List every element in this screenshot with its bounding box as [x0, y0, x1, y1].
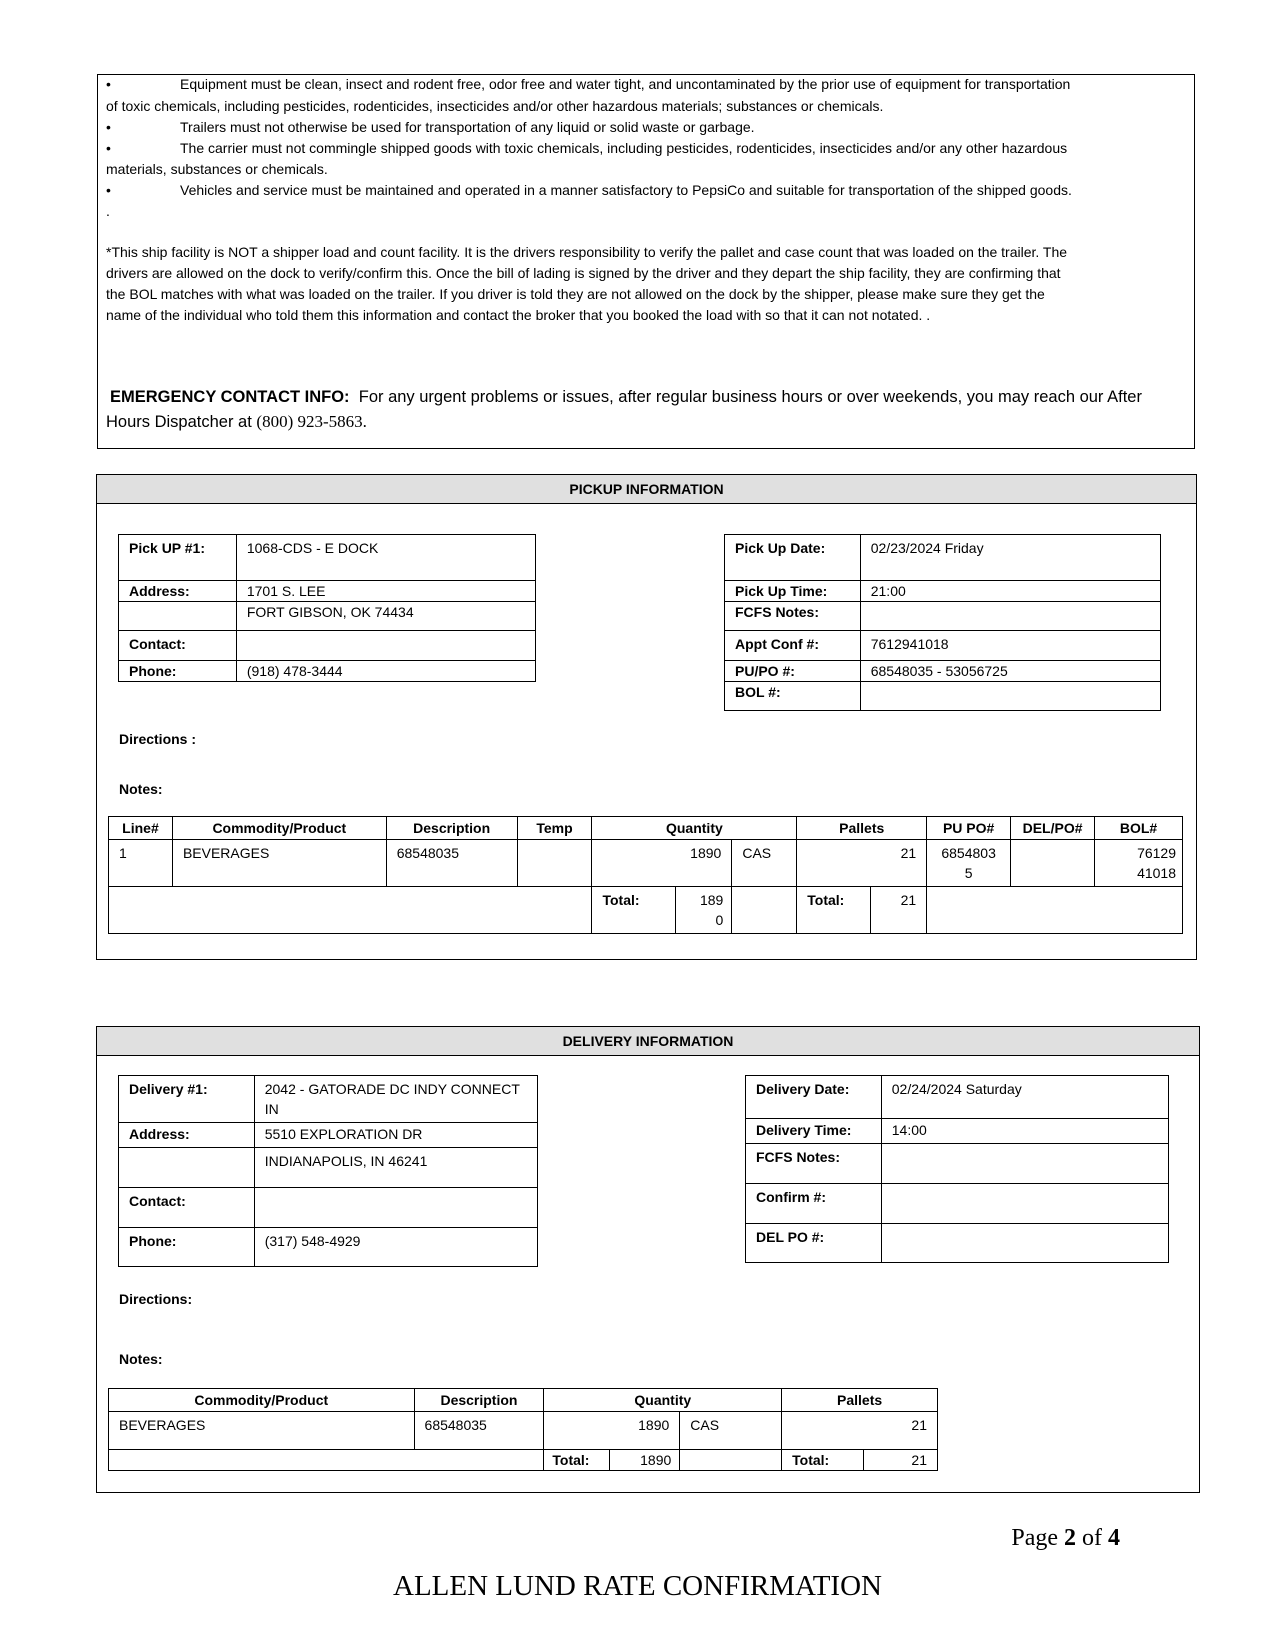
pickup-contact-value [236, 631, 535, 661]
col-description: Description [386, 817, 517, 840]
cell-pallets: 21 [797, 840, 927, 887]
facility-note-line2: drivers are allowed on the dock to verify/confirm this. Once the bill of lading is signed by the driver and they depart the ship facility, they are confirming that [106, 265, 1061, 281]
cell-pu-po: 6854803 5 [927, 840, 1011, 887]
pickup-appt-label: Appt Conf #: [725, 631, 861, 661]
delivery-number-label: Delivery #1: [119, 1076, 255, 1123]
cell-unit: CAS [732, 840, 797, 887]
delivery-section [96, 1026, 1200, 1493]
pallet-total-label: Total: [782, 1450, 864, 1471]
col-del-po: DEL/PO# [1011, 817, 1095, 840]
totals-row [109, 887, 1183, 934]
pickup-time-value: 21:00 [860, 581, 1160, 602]
col-temp: Temp [517, 817, 592, 840]
delivery-fcfs-value [881, 1144, 1168, 1184]
qty-total-label: Total: [592, 887, 676, 934]
emergency-line2: Hours Dispatcher at (800) 923-5863. [106, 412, 367, 431]
col-description: Description [414, 1389, 544, 1412]
col-bol: BOL# [1095, 817, 1183, 840]
pickup-phone-value: (918) 478-3444 [236, 661, 535, 682]
pickup-number-label: Pick UP #1: [119, 535, 237, 581]
cell-line: 1 [109, 840, 173, 887]
qty-total-value: 189 0 [676, 887, 732, 934]
cell-quantity: 1890 [544, 1412, 680, 1450]
col-quantity: Quantity [592, 817, 797, 840]
delivery-confirm-label: Confirm #: [746, 1184, 882, 1224]
delivery-po-value [881, 1224, 1168, 1263]
table-row [109, 840, 1183, 887]
pickup-contact-label: Contact: [119, 631, 237, 661]
cell-pallets: 21 [782, 1412, 938, 1450]
cell-unit: CAS [680, 1412, 782, 1450]
delivery-time-label: Delivery Time: [746, 1119, 882, 1144]
bullet-vehicles: • Vehicles and service must be maintained and operated in a manner satisfactory to PepsiCo and suitable for transportation of the shipped goods. [106, 182, 1072, 198]
pickup-po-value: 68548035 - 53056725 [860, 661, 1160, 682]
facility-note-line1: *This ship facility is NOT a shipper load and count facility. It is the drivers responsibility to verify the pallet and case count that was loaded on the trailer. The [106, 244, 1068, 260]
bullet-commingle-cont: materials, substances or chemicals. [106, 161, 328, 177]
cell-commodity: BEVERAGES [109, 1412, 415, 1450]
delivery-confirm-value [881, 1184, 1168, 1224]
pickup-notes-label: Notes: [119, 781, 163, 797]
totals-row [109, 1450, 938, 1471]
table-row [109, 1412, 938, 1450]
facility-note-line3: the BOL matches with what was loaded on the trailer. If you driver is told they are not allowed on the dock by the shipper, please make sure they get the [106, 286, 1045, 302]
delivery-fcfs-label: FCFS Notes: [746, 1144, 882, 1184]
delivery-date-label: Delivery Date: [746, 1076, 882, 1119]
delivery-notes-label: Notes: [119, 1351, 163, 1367]
emergency-line1: EMERGENCY CONTACT INFO: For any urgent problems or issues, after regular business hours or over weekends, you may reach our After [110, 388, 1142, 406]
delivery-address-line2: INDIANAPOLIS, IN 46241 [254, 1148, 537, 1188]
delivery-phone-label: Phone: [119, 1228, 255, 1267]
delivery-header: DELIVERY INFORMATION [97, 1027, 1199, 1056]
delivery-date-value: 02/24/2024 Saturday [881, 1076, 1168, 1119]
delivery-contact-value [254, 1188, 537, 1228]
pickup-number-value: 1068-CDS - E DOCK [236, 535, 535, 581]
qty-total-value: 1890 [610, 1450, 680, 1471]
pickup-schedule-table [724, 534, 1161, 711]
bullet-equipment-cont: of toxic chemicals, including pesticides, rodenticides, insecticides and/or other hazardous materials; substances or chemicals. [106, 98, 884, 114]
pickup-address-line2: FORT GIBSON, OK 74434 [236, 602, 535, 631]
facility-note-line4: name of the individual who told them this information and contact the broker that you booked the load with so that it can not notated. . [106, 307, 931, 323]
delivery-location-table [118, 1075, 538, 1267]
pickup-po-label: PU/PO #: [725, 661, 861, 682]
pallet-total-value: 21 [871, 887, 927, 934]
pickup-bol-value [860, 682, 1160, 711]
cell-description: 68548035 [386, 840, 517, 887]
col-pu-po: PU PO# [927, 817, 1011, 840]
delivery-address-label: Address: [119, 1123, 255, 1148]
col-pallets: Pallets [782, 1389, 938, 1412]
pallet-total-label: Total: [797, 887, 871, 934]
delivery-po-label: DEL PO #: [746, 1224, 882, 1263]
emergency-label: EMERGENCY CONTACT INFO: [110, 388, 350, 406]
page-number: Page 2 of 4 [1011, 1525, 1120, 1551]
pickup-section [96, 474, 1197, 960]
cell-description: 68548035 [414, 1412, 544, 1450]
pickup-address-label: Address: [119, 581, 237, 602]
pickup-date-value: 02/23/2024 Friday [860, 535, 1160, 581]
col-line: Line# [109, 817, 173, 840]
col-pallets: Pallets [797, 817, 927, 840]
cell-commodity: BEVERAGES [172, 840, 386, 887]
pickup-location-table [118, 534, 536, 682]
cell-quantity: 1890 [592, 840, 732, 887]
col-commodity: Commodity/Product [109, 1389, 415, 1412]
delivery-address-line1: 5510 EXPLORATION DR [254, 1123, 537, 1148]
terms-box [97, 74, 1195, 449]
col-quantity: Quantity [544, 1389, 782, 1412]
col-commodity: Commodity/Product [172, 817, 386, 840]
delivery-directions-label: Directions: [119, 1291, 193, 1307]
delivery-phone-value: (317) 548-4929 [254, 1228, 537, 1267]
bullet-commingle: • The carrier must not commingle shipped goods with toxic chemicals, including pesticides, rodenticides, insecticides and/or any other hazardous [106, 140, 1068, 156]
delivery-time-value: 14:00 [881, 1119, 1168, 1144]
pickup-directions-label: Directions : [119, 731, 197, 747]
pickup-bol-label: BOL #: [725, 682, 861, 711]
pickup-phone-label: Phone: [119, 661, 237, 682]
qty-total-label: Total: [544, 1450, 610, 1471]
pickup-header: PICKUP INFORMATION [97, 475, 1196, 504]
pallet-total-value: 21 [864, 1450, 938, 1471]
pickup-date-label: Pick Up Date: [725, 535, 861, 581]
pickup-fcfs-value [860, 602, 1160, 631]
emergency-phone: (800) 923-5863 [256, 412, 363, 431]
document-title: ALLEN LUND RATE CONFIRMATION [393, 1570, 882, 1602]
pickup-items-table [108, 816, 1183, 934]
cell-del-po [1011, 840, 1095, 887]
pickup-fcfs-label: FCFS Notes: [725, 602, 861, 631]
pickup-appt-value: 7612941018 [860, 631, 1160, 661]
bullet-trailers: • Trailers must not otherwise be used for transportation of any liquid or solid waste or garbage. [106, 119, 755, 135]
delivery-number-value: 2042 - GATORADE DC INDY CONNECT IN [254, 1076, 537, 1123]
delivery-contact-label: Contact: [119, 1188, 255, 1228]
cell-temp [517, 840, 592, 887]
delivery-items-table [108, 1388, 938, 1471]
cell-bol: 76129 41018 [1095, 840, 1183, 887]
pickup-address-line1: 1701 S. LEE [236, 581, 535, 602]
bullet-equipment: • Equipment must be clean, insect and rodent free, odor free and water tight, and uncontaminated by the prior use of equipment for transportation [106, 76, 1071, 92]
delivery-schedule-table [745, 1075, 1169, 1263]
pickup-time-label: Pick Up Time: [725, 581, 861, 602]
stray-dot: . [106, 203, 110, 219]
